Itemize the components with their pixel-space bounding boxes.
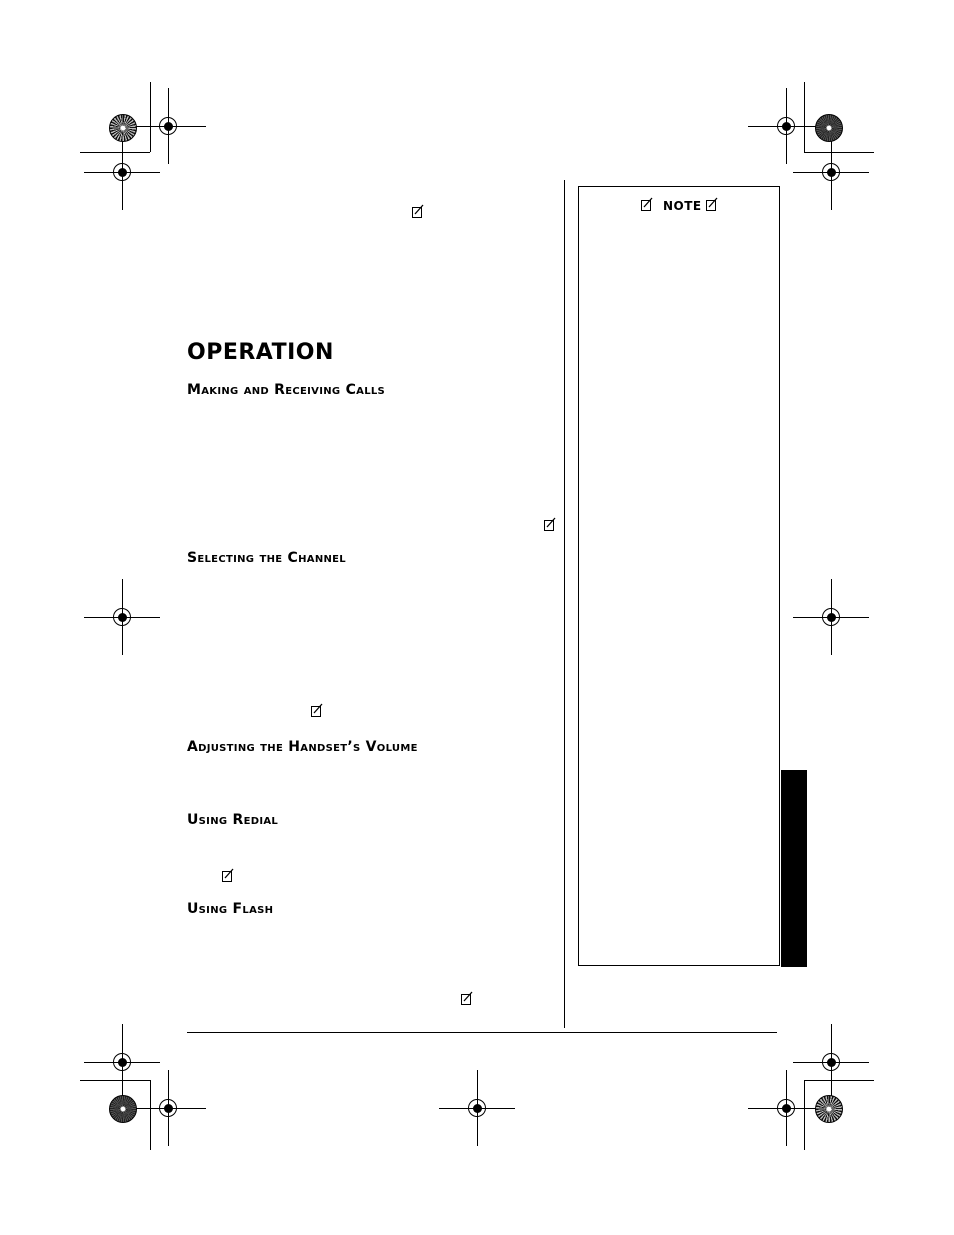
color-wheel-icon <box>109 1095 137 1123</box>
crop-line <box>150 1080 151 1150</box>
section-heading-channel: Selecting the Channel <box>187 550 346 566</box>
color-wheel-icon <box>815 114 843 142</box>
color-wheel-icon <box>815 1095 843 1123</box>
note-pencil-icon <box>461 991 473 1005</box>
crop-line <box>804 1080 874 1081</box>
crop-line <box>150 82 151 152</box>
section-heading-flash: Using Flash <box>187 901 274 917</box>
crop-line <box>80 1080 150 1081</box>
crop-line <box>80 152 150 153</box>
section-heading-volume: Adjusting the Handset’s Volume <box>187 739 418 755</box>
crop-line <box>804 152 874 153</box>
column-divider <box>564 180 565 1028</box>
note-pencil-icon <box>641 197 653 211</box>
footer-rule <box>187 1032 777 1033</box>
note-pencil-icon <box>706 197 718 211</box>
note-pencil-icon <box>222 868 234 882</box>
crop-line <box>804 82 805 152</box>
note-pencil-icon <box>544 517 556 531</box>
note-pencil-icon <box>311 703 323 717</box>
section-heading-making: Making and Receiving Calls <box>187 382 386 398</box>
note-label: NOTE <box>663 199 702 213</box>
color-wheel-icon <box>109 114 137 142</box>
page-title: OPERATION <box>187 340 334 365</box>
crop-line <box>804 1080 805 1150</box>
note-pencil-icon <box>412 204 424 218</box>
note-sidebar-box <box>578 186 780 966</box>
section-thumb-tab <box>781 770 807 967</box>
section-heading-redial: Using Redial <box>187 812 279 828</box>
